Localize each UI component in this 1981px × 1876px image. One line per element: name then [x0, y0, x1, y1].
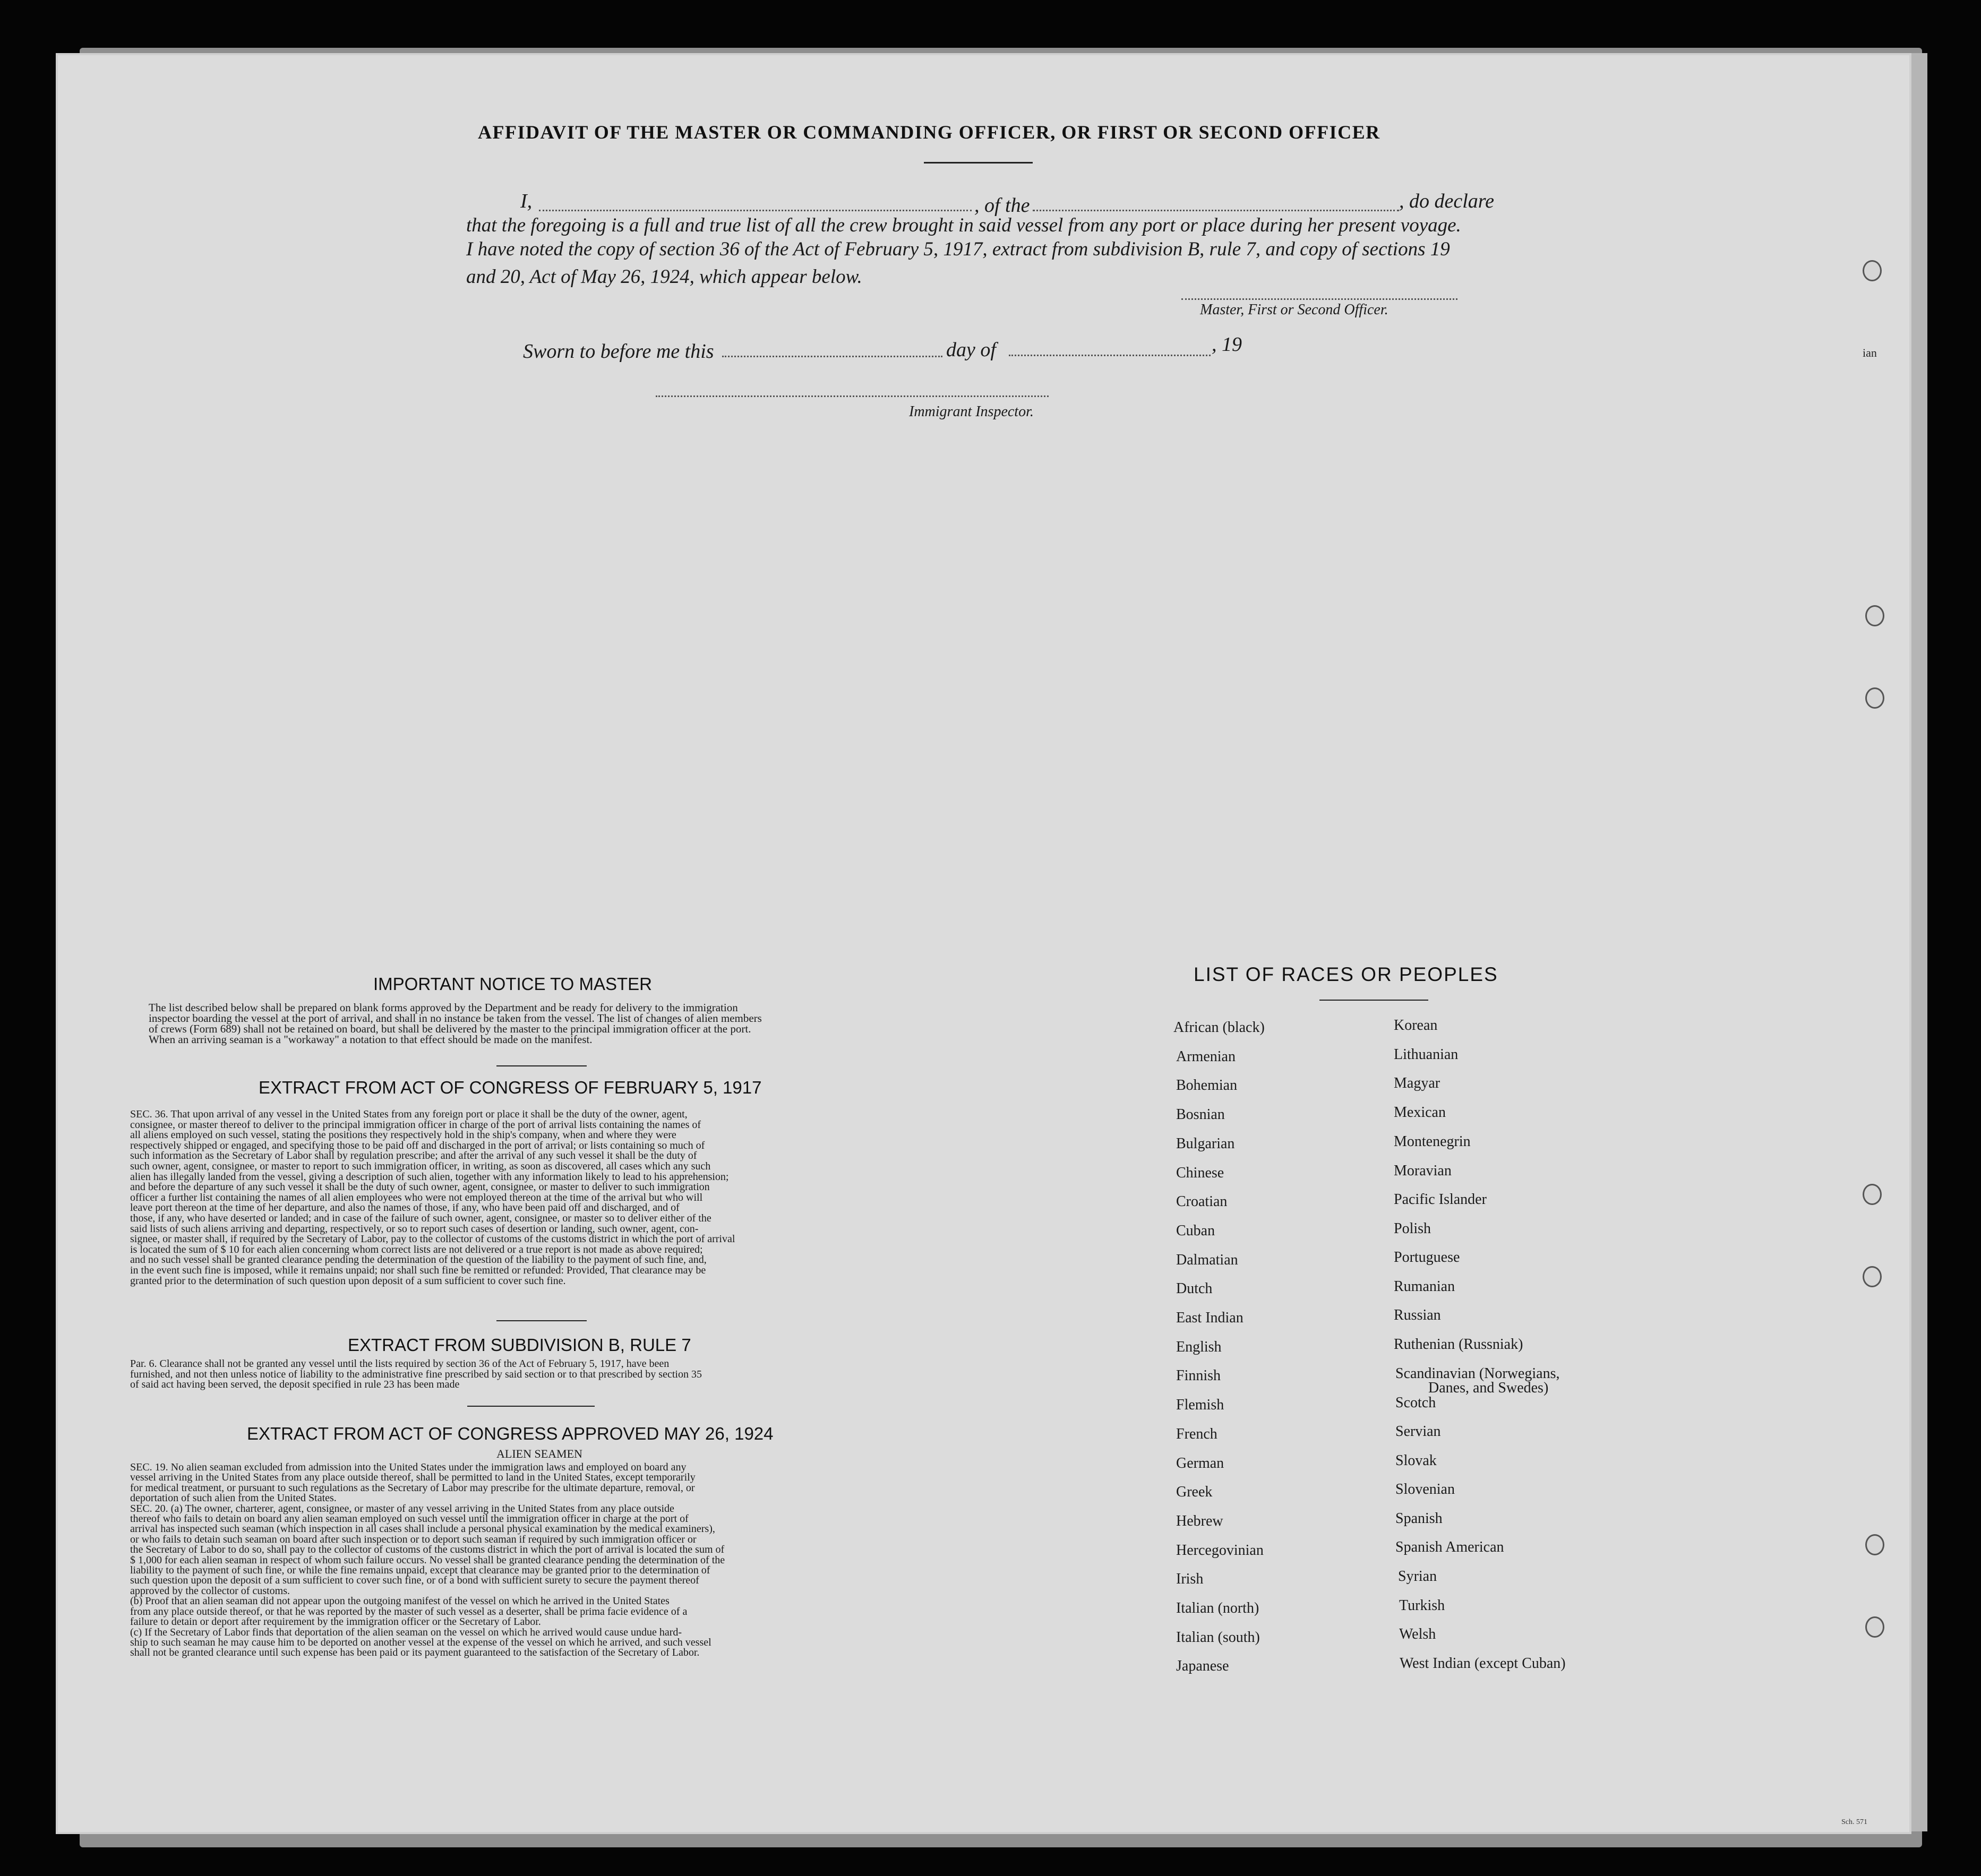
extract-1924-title: EXTRACT FROM ACT OF CONGRESS APPROVED MAY 26, 1924 — [247, 1424, 774, 1443]
race-item: African (black) — [1173, 1019, 1265, 1036]
extract-1917-line: such owner, agent, consignee, or master to report to such immigration officer, in writing, as soon as discovered, all cases which any such — [130, 1160, 711, 1172]
notice-rule — [496, 1065, 587, 1066]
extract-1924-line: failure to detain or deport after requirement by the immigration officer or the Secretary of Labor. — [130, 1616, 541, 1628]
race-item: Cuban — [1176, 1222, 1215, 1239]
extract-1924-line: the Secretary of Labor to do so, shall pay to the collector of customs of the customs district in which the port of arrival is located the sum of — [130, 1544, 725, 1556]
race-item: Scandinavian (Norwegians, — [1395, 1365, 1560, 1382]
schedule-number: Sch. 571 — [1841, 1818, 1867, 1826]
extract-1924-line: or who fails to detain such seaman on board after such inspection or to deport such seaman if required by such immigration officer or — [130, 1533, 697, 1545]
race-item: Moravian — [1394, 1163, 1452, 1179]
race-item: French — [1176, 1425, 1217, 1442]
race-item: Slovak — [1395, 1452, 1437, 1469]
notice-line: inspector boarding the vessel at the port of arrival, and shall in no instance be taken from the vessel. The list of changes of alien members — [149, 1012, 762, 1025]
extract-1924-line: liability to the payment of such fine, or while the fine remains unpaid, except that clearance may be granted prior to the determination of — [130, 1564, 710, 1577]
race-item: Italian (north) — [1176, 1600, 1259, 1616]
extract-1924-line: approved by the collector of customs. — [130, 1585, 290, 1597]
race-item: Dalmatian — [1176, 1251, 1238, 1268]
binder-hole — [1863, 260, 1882, 281]
extract-1917-line: consignee, or master thereof to deliver to the principal immigration officer in charge of the port of arrival lists containing the names of — [130, 1118, 701, 1131]
extract-1924-line: SEC. 20. (a) The owner, charterer, agent, consignee, or master of any vessel arriving in the United States from any place outside — [130, 1502, 674, 1514]
extract-rule7-title: EXTRACT FROM SUBDIVISION B, RULE 7 — [348, 1335, 691, 1355]
race-item: Scotch — [1395, 1395, 1436, 1411]
month-blank — [1009, 355, 1211, 356]
race-item: Lithuanian — [1394, 1046, 1459, 1063]
extract-1917-line: all aliens employed on such vessel, stating the positions they respectively hold in the ship's company, when and where they were — [130, 1129, 676, 1141]
race-item: Welsh — [1399, 1626, 1436, 1642]
race-item: Hercegovinian — [1176, 1542, 1264, 1559]
race-item: Hebrew — [1176, 1512, 1223, 1529]
affidavit-line-3: I have noted the copy of section 36 of the Act of February 5, 1917, extract from subdivision B, rule 7, and copy of sections 19 — [466, 238, 1450, 260]
extract-1917-title: EXTRACT FROM ACT OF CONGRESS OF FEBRUARY 5, 1917 — [259, 1078, 762, 1097]
race-item: Irish — [1176, 1571, 1204, 1588]
title-rule — [924, 162, 1033, 163]
extract-1924-line: SEC. 19. No alien seaman excluded from admission into the United States under the immigration laws and employed on board any — [130, 1461, 687, 1473]
signature-blank — [1181, 298, 1457, 300]
race-item: Armenian — [1176, 1048, 1236, 1065]
extract-1917-line: respectively shipped or engaged, and specifying those to be paid off and discharged in the port of arrival; or lists containing so much of — [130, 1139, 705, 1151]
race-item: Spanish — [1395, 1510, 1443, 1527]
race-item: Spanish American — [1395, 1539, 1504, 1555]
affidavit-line-4: and 20, Act of May 26, 1924, which appear below. — [466, 266, 862, 288]
extract-1924-line: (c) If the Secretary of Labor finds that deportation of the alien seaman on the vessel on which he arrived would cause undue hard- — [130, 1626, 682, 1638]
race-item: Polish — [1394, 1220, 1431, 1237]
binder-hole — [1865, 687, 1884, 709]
race-item: Italian (south) — [1176, 1629, 1260, 1646]
extract-1917-line: those, if any, who have deserted or landed; and in case of the failure of such owner, agent, consignee, or master so to deliver either of the — [130, 1212, 711, 1224]
race-item: English — [1176, 1338, 1222, 1355]
affidavit-i: I, — [520, 190, 533, 212]
race-item: Bohemian — [1176, 1077, 1238, 1094]
sworn-day-of: day of — [946, 339, 996, 361]
extract-1917-line: leave port thereon at the time of her departure, and also the names of those, if any, who have been paid off and discharged, and of — [130, 1202, 680, 1214]
extract-rule7-line: furnished, and not then unless notice of liability to the administrative fine prescribed by said section or to that prescribed by section 35 — [130, 1368, 702, 1380]
extract-rule7-line: of said act having been served, the deposit specified in rule 23 has been made — [130, 1379, 460, 1391]
notice-line: of crews (Form 689) shall not be retained on board, but shall be delivered by the master to the principal immigration officer at the port. — [149, 1022, 751, 1035]
extract-1924-line: vessel arriving in the United States from any place outside thereof, shall be permitted to land in the United States, except temporarily — [130, 1471, 696, 1484]
binder-hole — [1863, 1266, 1882, 1287]
extract-1924-line: such question upon the deposit of a sum sufficient to cover such fine, or of a bond with sufficient surety to secure the payment thereof — [130, 1574, 699, 1587]
race-item: Portuguese — [1394, 1249, 1460, 1266]
race-item: West Indian (except Cuban) — [1400, 1655, 1566, 1672]
race-item: Chinese — [1176, 1164, 1224, 1181]
binder-hole — [1865, 1534, 1884, 1555]
race-item: Flemish — [1176, 1397, 1224, 1414]
affidavit-title: AFFIDAVIT OF THE MASTER OR COMMANDING OFFICER, OR FIRST OR SECOND OFFICER — [478, 122, 1380, 143]
extract-1917-line: officer a further list containing the names of all alien employees who were not employed thereon at the time of the arrival but who will — [130, 1191, 703, 1203]
binder-hole — [1863, 1184, 1882, 1205]
race-item: Korean — [1394, 1017, 1438, 1034]
extract-1924-line: $ 1,000 for each alien seaman in respect of whom such failure occurs. No vessel shall be granted clearance pending the determination of the — [130, 1554, 725, 1566]
extract-1924-line: thereof who fails to detain on board any alien seaman employed on such vessel until the immigration officer in charge at the port of — [130, 1513, 689, 1525]
race-item: Servian — [1395, 1423, 1441, 1440]
margin-fragment: ian — [1863, 346, 1877, 359]
inspector-label: Immigrant Inspector. — [909, 403, 1034, 420]
extract-1924-line: (b) Proof that an alien seaman did not appear upon the outgoing manifest of the vessel on which he arrived in the United States — [130, 1595, 670, 1607]
extract-1924-line: from any place outside thereof, or that he was reported by the master of such vessel as a deserter, shall be prima facie evidence of a — [130, 1605, 688, 1617]
extract-1924-text — [130, 1462, 927, 1658]
race-item: Bulgarian — [1176, 1135, 1235, 1152]
extract-1917-line: signee, or master shall, if required by the Secretary of Labor, pay to the collector of customs of the customs district in which the port of arrival — [130, 1233, 735, 1245]
vessel-blank — [1033, 210, 1399, 211]
extract-1917-line: granted prior to the determination of such question upon deposit of a sum sufficient to cover such fine. — [130, 1275, 566, 1287]
extract-rule7-line: Par. 6. Clearance shall not be granted any vessel until the lists required by section 36 of the Act of February 5, 1917, have been — [130, 1358, 670, 1370]
extract-1917-line: alien has illegally landed from the vessel, giving a description of such alien, together with any information likely to lead to his apprehension; — [130, 1171, 729, 1183]
race-item: Ruthenian (Russniak) — [1394, 1336, 1523, 1353]
extract-1917-line: said lists of such aliens arriving and departing, respectively, or so to report such cases of desertion or landing, such owner, agent, con- — [130, 1223, 699, 1235]
race-item: Montenegrin — [1394, 1133, 1471, 1150]
extract-1917-line: such information as the Secretary of Labor shall by regulation prescribe; and after the arrival of any such vessel it shall be the duty of — [130, 1150, 697, 1162]
race-item: Finnish — [1176, 1367, 1221, 1384]
race-item: Slovenian — [1395, 1481, 1455, 1498]
notice-line: When an arriving seaman is a "workaway" a notation to that effect should be made on the manifest. — [149, 1033, 593, 1046]
inspector-blank — [656, 395, 1049, 397]
notice-line: The list described below shall be prepared on blank forms approved by the Department and be ready for delivery to the immigration — [149, 1001, 738, 1014]
extract-1924-line: deportation of such alien from the United States. — [130, 1492, 337, 1504]
name-blank — [539, 210, 972, 211]
extract-1924-line: for medical treatment, or pursuant to such regulations as the Secretary of Labor may prescribe for the ultimate departure, removal, or — [130, 1482, 695, 1494]
race-item: East Indian — [1176, 1310, 1244, 1326]
affidavit-of-the: , of the — [974, 194, 1030, 217]
race-item: Japanese — [1176, 1658, 1229, 1675]
race-item: Danes, and Swedes) — [1428, 1380, 1549, 1396]
notice-title: IMPORTANT NOTICE TO MASTER — [373, 974, 653, 994]
extract-1924-line: shall not be granted clearance until such expense has been paid or its payment guaranteed to the satisfaction of the Secretary of Labor. — [130, 1647, 700, 1659]
race-item: Rumanian — [1394, 1278, 1455, 1295]
sworn-prefix: Sworn to before me this — [523, 340, 714, 363]
extract-rule7-rule — [467, 1406, 595, 1407]
race-item: Russian — [1394, 1307, 1441, 1323]
races-rule — [1319, 1000, 1428, 1001]
race-item: Dutch — [1176, 1280, 1213, 1297]
extract-1924-line: ship to such seaman he may cause him to be deported on another vessel at the expense of the vessel on which he arrived, and such vessel — [130, 1636, 711, 1648]
race-item: Pacific Islander — [1394, 1191, 1487, 1208]
extract-1924-line: arrival has inspected such seaman (which inspection in all cases shall include a personal physical examination by the medical examiners), — [130, 1523, 715, 1535]
race-item: Mexican — [1394, 1104, 1446, 1121]
extract-1917-line: SEC. 36. That upon arrival of any vessel in the United States from any foreign port or place it shall be the duty of the owner, agent, — [130, 1108, 688, 1120]
race-item: Bosnian — [1176, 1106, 1225, 1123]
extract-rule7-text — [130, 1359, 921, 1390]
extract-1917-rule — [496, 1320, 587, 1321]
extract-1917-text — [130, 1109, 921, 1286]
extract-1917-line: and before the departure of any such vessel it shall be the duty of such owner, agent, consignee, or master to deliver to such immigration — [130, 1181, 710, 1193]
race-item: German — [1176, 1455, 1224, 1471]
day-blank — [722, 356, 942, 357]
extract-1917-line: and no such vessel shall be granted clearance pending the determination of the question of the liability to the payment of such fine, and, — [130, 1254, 707, 1266]
race-item: Croatian — [1176, 1193, 1228, 1210]
binder-hole — [1865, 1616, 1884, 1638]
binder-hole — [1865, 605, 1884, 626]
extract-1917-line: in the event such fine is imposed, while it remains unpaid; nor shall such fine be remitted or refunded: Provided, That clearance may be — [130, 1264, 706, 1276]
race-item: Magyar — [1394, 1075, 1440, 1091]
affidavit-declare: , do declare — [1399, 190, 1495, 212]
sworn-year: , 19 — [1212, 333, 1242, 356]
affidavit-line-2: that the foregoing is a full and true list of all the crew brought in said vessel from any port or place during her present voyage. — [466, 214, 1461, 236]
notice-text — [149, 1002, 924, 1045]
races-title: LIST OF RACES OR PEOPLES — [1194, 963, 1498, 985]
extract-1924-subtitle: ALIEN SEAMEN — [496, 1447, 582, 1460]
extract-1917-line: is located the sum of $ 10 for each alien concerning whom correct lists are not delivered or a true report is not made as above required; — [130, 1243, 703, 1255]
race-item: Syrian — [1398, 1568, 1437, 1585]
race-item: Turkish — [1399, 1597, 1445, 1614]
race-item: Greek — [1176, 1484, 1213, 1501]
signature-label: Master, First or Second Officer. — [1200, 302, 1388, 318]
